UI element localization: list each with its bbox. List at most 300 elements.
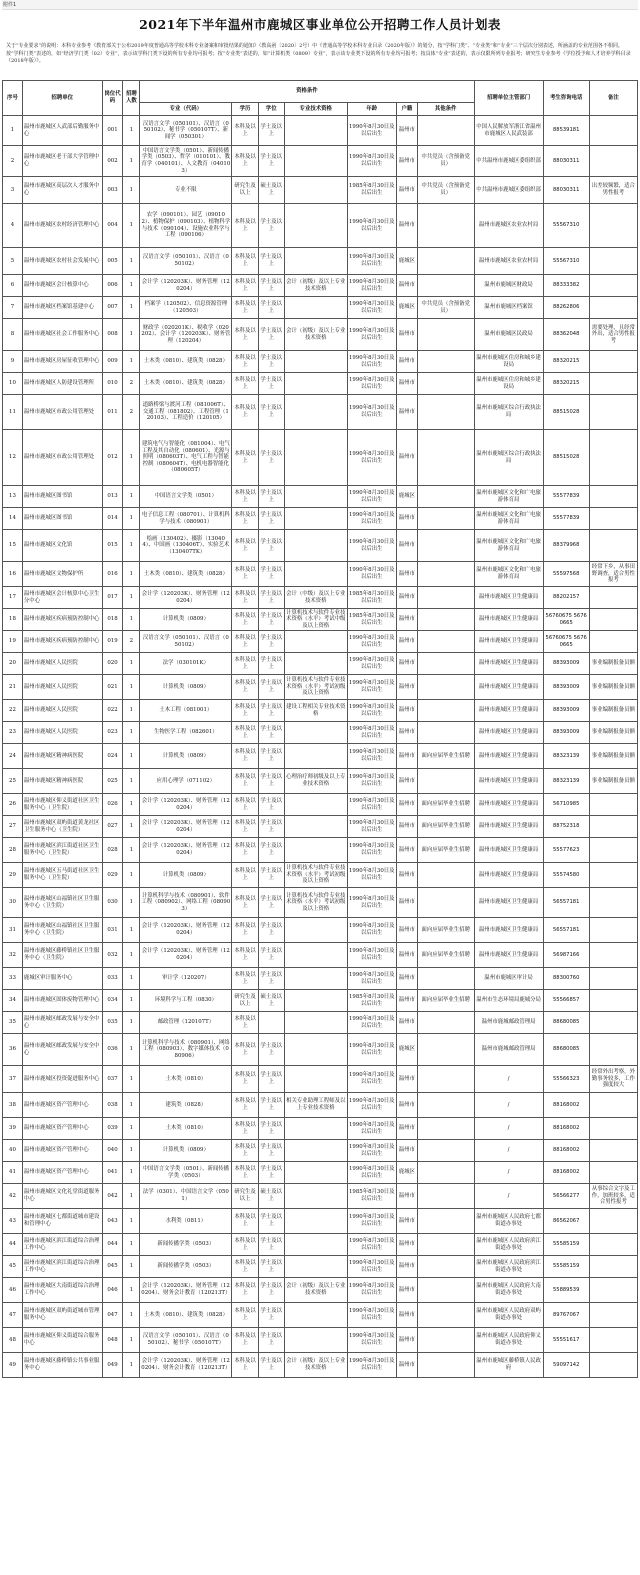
dept-cell: 温州市鹿城区综合行政执法局 — [474, 430, 543, 486]
edu-cell: 本科及以上 — [232, 1209, 258, 1234]
edu-cell: 本科及以上 — [232, 508, 258, 530]
cert-cell — [284, 430, 347, 486]
degree-cell: 学士及以上 — [258, 943, 284, 968]
count-cell: 1 — [123, 1093, 140, 1118]
other-cell — [417, 275, 474, 297]
age-cell: 1990年8月30日及以后出生 — [347, 1353, 396, 1378]
seq-cell: 4 — [3, 204, 23, 248]
cert-cell — [284, 508, 347, 530]
age-cell: 1990年8月30日及以后出生 — [347, 395, 396, 430]
major-cell: 土木类（0810） — [140, 1066, 232, 1093]
age-cell: 1990年8月30日及以后出生 — [347, 968, 396, 990]
degree-cell: 学士及以上 — [258, 744, 284, 769]
count-cell: 1 — [123, 653, 140, 675]
cert-cell — [284, 744, 347, 769]
post-code-cell: 027 — [102, 816, 123, 838]
table-row — [3, 1353, 638, 1378]
hukou-cell: 温州市 — [396, 204, 417, 248]
cert-cell — [284, 1162, 347, 1184]
post-code-cell: 045 — [102, 1256, 123, 1278]
phone-cell: 55566857 — [543, 990, 589, 1012]
edu-cell: 本科及以上 — [232, 838, 258, 863]
phone-cell: 88393009 — [543, 700, 589, 722]
dept-cell: 温州市鹿城区卫生健康局 — [474, 816, 543, 838]
other-cell: 面向应届毕业生招聘 — [417, 838, 474, 863]
seq-cell: 36 — [3, 1034, 23, 1066]
dept-cell: / — [474, 1118, 543, 1140]
other-cell — [417, 1140, 474, 1162]
major-cell: 审计学（120207） — [140, 968, 232, 990]
post-code-cell: 037 — [102, 1066, 123, 1093]
seq-cell: 21 — [3, 675, 23, 700]
seq-cell: 25 — [3, 769, 23, 794]
table-row — [3, 943, 638, 968]
header-conditions: 资格条件 — [140, 81, 474, 103]
phone-cell: 88680085 — [543, 1034, 589, 1066]
unit-cell: 温州市鹿城区市政公用管理处 — [22, 395, 102, 430]
note-cell — [589, 838, 637, 863]
degree-cell: 学士及以上 — [258, 1353, 284, 1378]
seq-cell: 41 — [3, 1162, 23, 1184]
count-cell: 1 — [123, 990, 140, 1012]
unit-cell: 温州市鹿城区人民医院 — [22, 700, 102, 722]
hukou-cell: 温州市 — [396, 1118, 417, 1140]
phone-cell: 88168002 — [543, 1162, 589, 1184]
table-row — [3, 1162, 638, 1184]
seq-cell: 32 — [3, 943, 23, 968]
count-cell: 1 — [123, 1162, 140, 1184]
degree-cell: 学士及以上 — [258, 863, 284, 888]
age-cell: 1990年8月30日及以后出生 — [347, 1093, 396, 1118]
major-cell: 土木工程（081001） — [140, 700, 232, 722]
age-cell: 1990年8月30日及以后出生 — [347, 769, 396, 794]
major-cell: 计算机类（0809） — [140, 1140, 232, 1162]
post-code-cell: 041 — [102, 1162, 123, 1184]
edu-cell: 本科及以上 — [232, 1118, 258, 1140]
note-cell — [589, 1353, 637, 1378]
unit-cell: 温州市鹿城区人武部后勤服务中心 — [22, 116, 102, 146]
table-row — [3, 918, 638, 943]
note-cell — [589, 275, 637, 297]
unit-cell: 温州市鹿城区人防建设管理所 — [22, 373, 102, 395]
other-cell: 中共党员（含预备党员） — [417, 146, 474, 177]
post-code-cell: 005 — [102, 248, 123, 275]
edu-cell: 本科及以上 — [232, 1234, 258, 1256]
table-row — [3, 1303, 638, 1328]
cert-cell — [284, 968, 347, 990]
other-cell — [417, 675, 474, 700]
unit-cell: 温州市鹿城区投资促进服务中心 — [22, 1066, 102, 1093]
age-cell: 1990年8月30日及以后出生 — [347, 1140, 396, 1162]
cert-cell — [284, 631, 347, 653]
dept-cell: 温州市鹿城区卫生健康局 — [474, 918, 543, 943]
edu-cell: 本科及以上 — [232, 1353, 258, 1378]
age-cell: 1985年8月30日及以后出生 — [347, 609, 396, 631]
degree-cell: 学士及以上 — [258, 1278, 284, 1303]
phone-cell: 55889539 — [543, 1278, 589, 1303]
post-code-cell: 011 — [102, 395, 123, 430]
table-row — [3, 1118, 638, 1140]
dept-cell: 温州市鹿城区人民政府滨江街道办事处 — [474, 1234, 543, 1256]
seq-cell: 9 — [3, 351, 23, 373]
phone-cell: 88030311 — [543, 177, 589, 204]
note-cell: 事业编制报备员额 — [589, 744, 637, 769]
post-code-cell: 049 — [102, 1353, 123, 1378]
table-row — [3, 530, 638, 562]
degree-cell: 学士及以上 — [258, 373, 284, 395]
count-cell: 1 — [123, 1209, 140, 1234]
hukou-cell: 温州市 — [396, 1278, 417, 1303]
seq-cell: 13 — [3, 486, 23, 508]
seq-cell: 46 — [3, 1278, 23, 1303]
degree-cell: 学士及以上 — [258, 248, 284, 275]
degree-cell: 学士及以上 — [258, 1034, 284, 1066]
age-cell: 1990年8月30日及以后出生 — [347, 863, 396, 888]
other-cell: 面向应届毕业生招聘 — [417, 990, 474, 1012]
major-cell: 专业不限 — [140, 177, 232, 204]
degree-cell: 学士及以上 — [258, 769, 284, 794]
edu-cell: 本科及以上 — [232, 1328, 258, 1353]
edu-cell: 本科及以上 — [232, 395, 258, 430]
phone-cell: 88320215 — [543, 373, 589, 395]
table-row — [3, 146, 638, 177]
post-code-cell: 009 — [102, 351, 123, 373]
post-code-cell: 048 — [102, 1328, 123, 1353]
major-cell: 建筑类（0828） — [140, 1093, 232, 1118]
major-cell: 汉语言文学（050101）、汉语言（050102） — [140, 248, 232, 275]
other-cell — [417, 609, 474, 631]
phone-cell: 55566323 — [543, 1066, 589, 1093]
seq-cell: 28 — [3, 838, 23, 863]
phone-cell: 88752318 — [543, 816, 589, 838]
other-cell: 面向应届毕业生招聘 — [417, 943, 474, 968]
degree-cell: 学士及以上 — [258, 1234, 284, 1256]
other-cell — [417, 116, 474, 146]
other-cell — [417, 653, 474, 675]
major-cell: 会计学（120203K）、财务管理（120204）、财务会计教育（120213T） — [140, 1278, 232, 1303]
hukou-cell: 温州市 — [396, 530, 417, 562]
unit-cell: 温州市鹿城区人民医院 — [22, 722, 102, 744]
cert-cell: 会计（初级）及以上专业技术资格 — [284, 1278, 347, 1303]
seq-cell: 49 — [3, 1353, 23, 1378]
hukou-cell: 温州市 — [396, 794, 417, 816]
seq-cell: 10 — [3, 373, 23, 395]
dept-cell: 温州市鹿城区综合行政执法局 — [474, 395, 543, 430]
major-cell: 会计学（120203K）、财务管理（120204） — [140, 275, 232, 297]
post-code-cell: 019 — [102, 631, 123, 653]
note-cell — [589, 1209, 637, 1234]
seq-cell: 38 — [3, 1093, 23, 1118]
post-code-cell: 010 — [102, 373, 123, 395]
phone-cell: 56557181 — [543, 888, 589, 918]
note-cell: 出差较频繁，适合男性报考 — [589, 177, 637, 204]
edu-cell: 本科及以上 — [232, 486, 258, 508]
hukou-cell: 温州市 — [396, 116, 417, 146]
seq-cell: 12 — [3, 430, 23, 486]
seq-cell: 39 — [3, 1118, 23, 1140]
note-cell — [589, 816, 637, 838]
edu-cell: 本科及以上 — [232, 116, 258, 146]
cert-cell — [284, 177, 347, 204]
table-row — [3, 177, 638, 204]
edu-cell: 研究生及以上 — [232, 1184, 258, 1209]
count-cell: 1 — [123, 351, 140, 373]
attachment-label: 附件1 — [2, 0, 638, 10]
note-cell: 从事综合文字及工作，加班较多，适合男性报考 — [589, 1184, 637, 1209]
count-cell: 1 — [123, 838, 140, 863]
note-cell: 事业编制报备员额 — [589, 675, 637, 700]
age-cell: 1990年8月30日及以后出生 — [347, 530, 396, 562]
phone-cell: 88168002 — [543, 1140, 589, 1162]
note-cell — [589, 794, 637, 816]
other-cell — [417, 486, 474, 508]
post-code-cell: 006 — [102, 275, 123, 297]
seq-cell: 34 — [3, 990, 23, 1012]
degree-cell: 学士及以上 — [258, 722, 284, 744]
age-cell: 1990年8月30日及以后出生 — [347, 430, 396, 486]
post-code-cell: 028 — [102, 838, 123, 863]
dept-cell: 温州市鹿城区档案馆 — [474, 297, 543, 319]
note-cell — [589, 1278, 637, 1303]
major-cell: 生物医学工程（082601） — [140, 722, 232, 744]
unit-cell: 鹿城区审计服务中心 — [22, 968, 102, 990]
dept-cell: 中共温州市鹿城区委组织部 — [474, 146, 543, 177]
degree-cell: 硕士及以上 — [258, 177, 284, 204]
other-cell — [417, 1012, 474, 1034]
major-cell: 中国语言文学类（0501） — [140, 486, 232, 508]
count-cell: 1 — [123, 863, 140, 888]
phone-cell: 88393009 — [543, 653, 589, 675]
unit-cell: 温州市鹿城区文化礼堂街道服务中心 — [22, 1184, 102, 1209]
seq-cell: 40 — [3, 1140, 23, 1162]
major-cell: 新闻传播学类（0503） — [140, 1256, 232, 1278]
unit-cell: 温州市鹿城区仰义街道综合服务中心 — [22, 1328, 102, 1353]
major-cell: 绘画（130402）、摄影（130404）、中国画（130406T）、实验艺术（130407TK） — [140, 530, 232, 562]
degree-cell: 硕士及以上 — [258, 990, 284, 1012]
dept-cell: 温州市鹿城邮政管理局 — [474, 1012, 543, 1034]
age-cell: 1990年8月30日及以后出生 — [347, 1234, 396, 1256]
hukou-cell: 温州市 — [396, 395, 417, 430]
phone-cell: 56557181 — [543, 918, 589, 943]
degree-cell: 学士及以上 — [258, 609, 284, 631]
table-row — [3, 508, 638, 530]
phone-cell: 89767067 — [543, 1303, 589, 1328]
note-cell — [589, 248, 637, 275]
cert-cell: 会计（初级）及以上专业技术资格 — [284, 319, 347, 351]
count-cell: 1 — [123, 1328, 140, 1353]
cert-cell — [284, 146, 347, 177]
age-cell: 1985年8月30日及以后出生 — [347, 1184, 396, 1209]
table-row — [3, 1140, 638, 1162]
age-cell: 1985年8月30日及以后出生 — [347, 990, 396, 1012]
post-code-cell: 047 — [102, 1303, 123, 1328]
hukou-cell: 鹿城区 — [396, 1162, 417, 1184]
major-cell: 邮政管理（120107T） — [140, 1012, 232, 1034]
count-cell: 1 — [123, 177, 140, 204]
edu-cell: 本科及以上 — [232, 609, 258, 631]
note-cell — [589, 943, 637, 968]
edu-cell: 本科及以上 — [232, 587, 258, 609]
phone-cell: 88515028 — [543, 430, 589, 486]
age-cell: 1990年8月30日及以后出生 — [347, 1328, 396, 1353]
other-cell — [417, 1034, 474, 1066]
major-cell: 土木类（0810）、建筑类（0828） — [140, 373, 232, 395]
edu-cell: 本科及以上 — [232, 744, 258, 769]
degree-cell: 学士及以上 — [258, 631, 284, 653]
dept-cell: 温州市鹿城区藤桥镇人民政府 — [474, 1353, 543, 1378]
other-cell — [417, 1118, 474, 1140]
phone-cell: 88168002 — [543, 1118, 589, 1140]
unit-cell: 温州市鹿城区疾病预防控制中心 — [22, 631, 102, 653]
table-row — [3, 1093, 638, 1118]
edu-cell: 本科及以上 — [232, 1012, 258, 1034]
hukou-cell: 温州市 — [396, 631, 417, 653]
phone-cell: 55567310 — [543, 204, 589, 248]
unit-cell: 温州市鹿城区双屿街道黄龙社区卫生服务中心（卫生院） — [22, 816, 102, 838]
hukou-cell: 温州市 — [396, 508, 417, 530]
cert-cell: 计算机技术与软件专业技术资格（水平）考试初级及以上资格 — [284, 888, 347, 918]
degree-cell — [258, 1012, 284, 1034]
phone-cell: 55551617 — [543, 1328, 589, 1353]
seq-cell: 44 — [3, 1234, 23, 1256]
edu-cell: 研究生及以上 — [232, 990, 258, 1012]
cert-cell — [284, 351, 347, 373]
degree-cell: 硕士及以上 — [258, 1184, 284, 1209]
table-row — [3, 769, 638, 794]
degree-cell: 学士及以上 — [258, 486, 284, 508]
count-cell: 1 — [123, 275, 140, 297]
major-cell: 新闻传播学类（0503） — [140, 1234, 232, 1256]
post-code-cell: 008 — [102, 319, 123, 351]
recruitment-plan-table — [2, 80, 638, 1378]
table-row — [3, 486, 638, 508]
count-cell: 1 — [123, 722, 140, 744]
table-row — [3, 1256, 638, 1278]
edu-cell: 本科及以上 — [232, 351, 258, 373]
dept-cell: 温州市鹿城区卫生健康局 — [474, 794, 543, 816]
phone-cell: 88362048 — [543, 319, 589, 351]
dept-cell: 温州市鹿城区文化和广电旅游体育局 — [474, 486, 543, 508]
note-cell — [589, 1256, 637, 1278]
phone-cell: 88515028 — [543, 395, 589, 430]
degree-cell: 学士及以上 — [258, 653, 284, 675]
edu-cell: 本科及以上 — [232, 1162, 258, 1184]
edu-cell: 本科及以上 — [232, 769, 258, 794]
seq-cell: 45 — [3, 1256, 23, 1278]
major-cell: 计算机类（0809） — [140, 863, 232, 888]
other-cell — [417, 1328, 474, 1353]
unit-cell: 温州市鹿城区会计核算中心卫生分中心 — [22, 587, 102, 609]
header-major: 专业（代码） — [140, 103, 232, 116]
count-cell: 1 — [123, 744, 140, 769]
degree-cell: 学士及以上 — [258, 146, 284, 177]
unit-cell: 温州市鹿城区人民医院 — [22, 653, 102, 675]
hukou-cell: 温州市 — [396, 990, 417, 1012]
count-cell: 1 — [123, 675, 140, 700]
phone-cell: 88202157 — [543, 587, 589, 609]
unit-cell: 温州市鹿城区文物保护所 — [22, 562, 102, 587]
cert-cell — [284, 990, 347, 1012]
post-code-cell: 017 — [102, 587, 123, 609]
count-cell: 1 — [123, 943, 140, 968]
other-cell — [417, 769, 474, 794]
dept-cell: / — [474, 1140, 543, 1162]
table-row — [3, 562, 638, 587]
table-row — [3, 1328, 638, 1353]
unit-cell: 温州市鹿城区资产管理中心 — [22, 1140, 102, 1162]
dept-cell: 温州市鹿城区人民政府仰义街道办事处 — [474, 1328, 543, 1353]
unit-cell: 温州市鹿城区大南街道综合治理工作中心 — [22, 1278, 102, 1303]
hukou-cell: 温州市 — [396, 675, 417, 700]
phone-cell: 59097142 — [543, 1353, 589, 1378]
hukou-cell: 温州市 — [396, 769, 417, 794]
degree-cell: 学士及以上 — [258, 675, 284, 700]
note-cell — [589, 1234, 637, 1256]
note-cell — [589, 116, 637, 146]
table-row — [3, 319, 638, 351]
seq-cell: 48 — [3, 1328, 23, 1353]
other-cell: 中共党员（含预备党员） — [417, 177, 474, 204]
phone-cell: 56760675 56760665 — [543, 631, 589, 653]
table-row — [3, 116, 638, 146]
other-cell — [417, 1303, 474, 1328]
post-code-cell: 029 — [102, 863, 123, 888]
post-code-cell: 033 — [102, 968, 123, 990]
unit-cell: 温州市鹿城区藤桥镇社区卫生服务中心（卫生院） — [22, 943, 102, 968]
cert-cell — [284, 297, 347, 319]
major-cell: 档案学（120502）、信息资源管理（120503） — [140, 297, 232, 319]
age-cell: 1990年8月30日及以后出生 — [347, 1278, 396, 1303]
other-cell — [417, 562, 474, 587]
cert-cell: 计算机技术与软件专业技术资格（水平）考试中级及以上资格 — [286, 609, 346, 629]
hukou-cell: 鹿城区 — [396, 297, 417, 319]
age-cell: 1990年8月30日及以后出生 — [347, 918, 396, 943]
cert-cell — [284, 1328, 347, 1353]
major-cell: 会计学（120203K）、财务管理（120204） — [140, 794, 232, 816]
major-cell: 道路桥梁与渡河工程（081006T）、交通工程（081802）、工程管理（120103）、工程造价（120105） — [140, 395, 232, 430]
degree-cell: 学士及以上 — [258, 1328, 284, 1353]
cert-cell — [284, 1118, 347, 1140]
phone-cell: 88379968 — [543, 530, 589, 562]
note-cell — [589, 146, 637, 177]
dept-cell: 温州市鹿城区卫生健康局 — [474, 769, 543, 794]
count-cell: 1 — [123, 1353, 140, 1378]
unit-cell: 温州市鹿城区邮政发展与安全中心 — [22, 1012, 102, 1034]
hukou-cell: 温州市 — [396, 373, 417, 395]
edu-cell: 本科及以上 — [232, 1140, 258, 1162]
major-cell: 汉语言文学（050101）、汉语言（050102） — [140, 631, 232, 653]
hukou-cell: 温州市 — [396, 722, 417, 744]
note-cell: 经常下乡，从事田野调查，适合男性报考 — [589, 562, 637, 587]
count-cell: 1 — [123, 297, 140, 319]
dept-cell: 温州市鹿城区卫生健康局 — [474, 838, 543, 863]
count-cell: 1 — [123, 146, 140, 177]
post-code-cell: 022 — [102, 700, 123, 722]
note-cell — [589, 486, 637, 508]
cert-cell — [284, 395, 347, 430]
count-cell: 1 — [123, 1303, 140, 1328]
age-cell: 1990年8月30日及以后出生 — [347, 486, 396, 508]
unit-cell: 温州市鹿城区固体废物管理中心 — [22, 990, 102, 1012]
post-code-cell: 031 — [102, 918, 123, 943]
unit-cell: 温州市鹿城区五马街道社区卫生服务中心（卫生院） — [22, 863, 102, 888]
header-age: 年龄 — [347, 103, 396, 116]
seq-cell: 18 — [3, 609, 23, 631]
unit-cell: 温州市鹿城区房屋征收管理中心 — [22, 351, 102, 373]
hukou-cell: 鹿城区 — [396, 248, 417, 275]
cert-cell: 会计（中级）及以上专业技术资格 — [284, 587, 347, 609]
note-cell — [589, 1303, 637, 1328]
